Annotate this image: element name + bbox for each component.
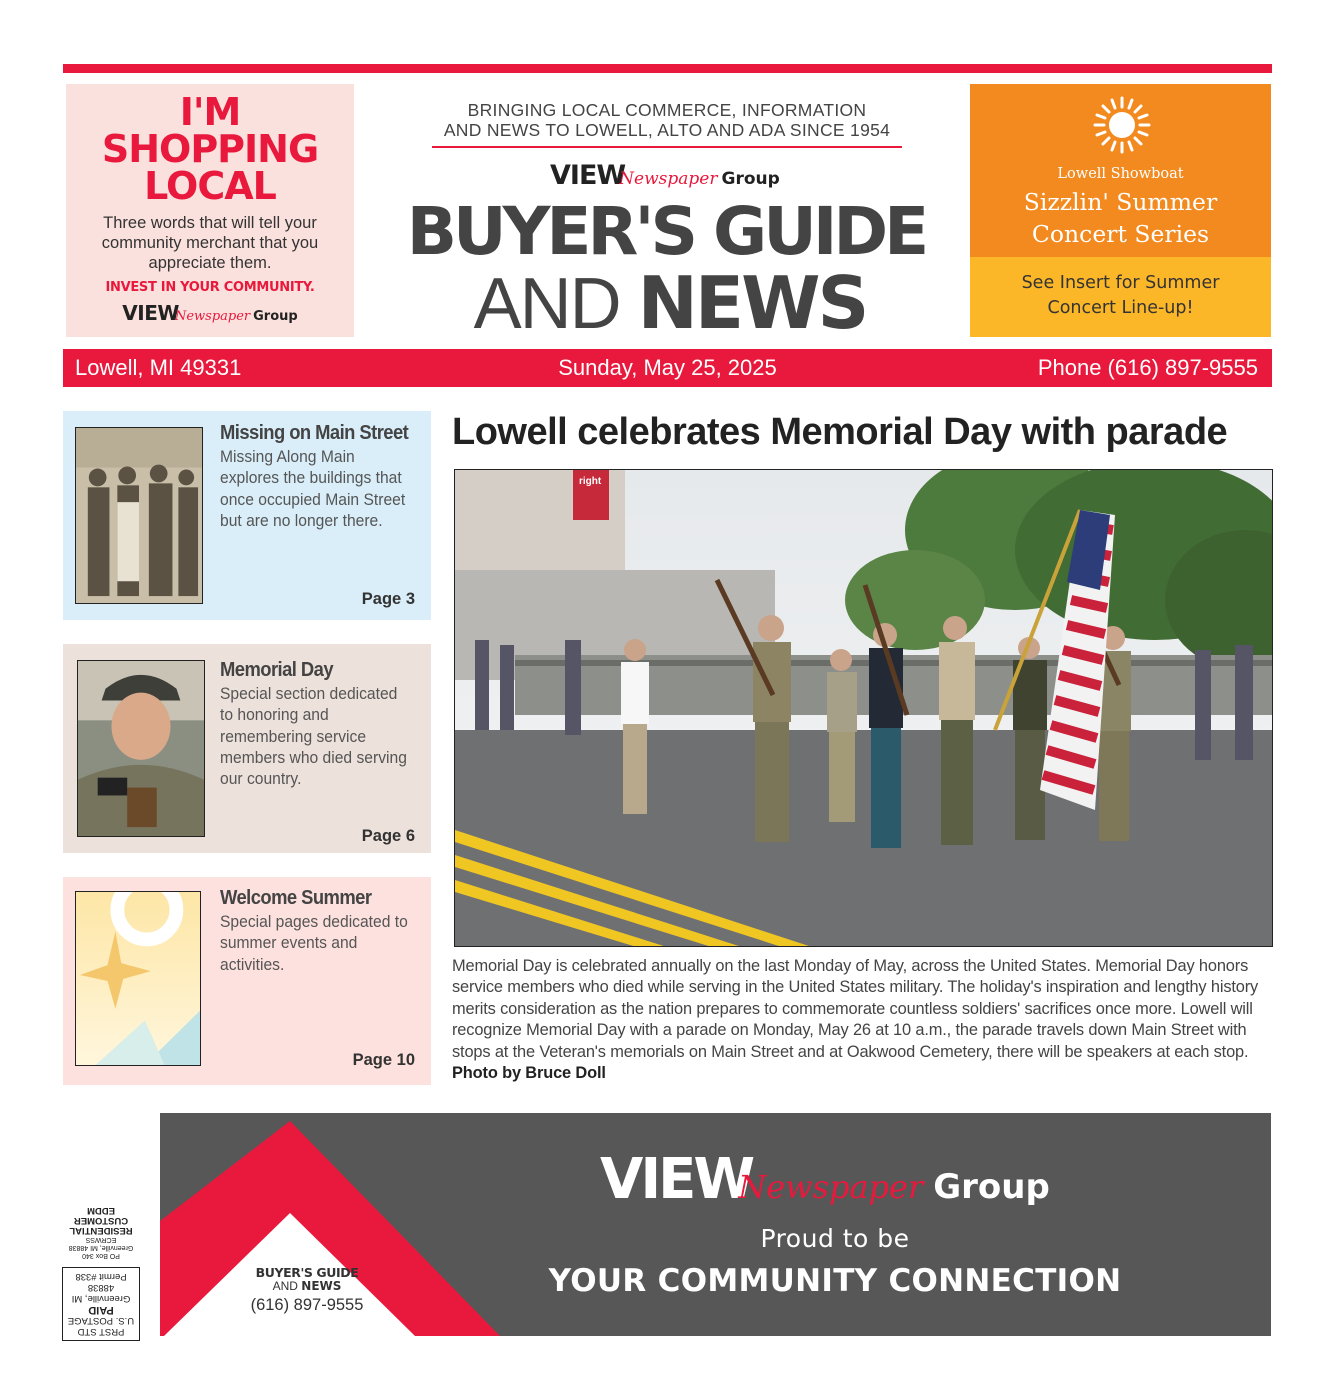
historic-photo-thumbnail	[75, 427, 203, 604]
teaser-title: Welcome Summer	[220, 887, 372, 909]
showboat-title: Sizzlin' Summer Concert Series	[1023, 188, 1218, 248]
teaser-welcome-summer[interactable]	[63, 877, 431, 1085]
view-group-logo[interactable]: VIEW Newspaper Group	[550, 160, 780, 191]
photo-caption	[452, 956, 1274, 1084]
location-text: Lowell, MI 49331	[75, 355, 242, 380]
community-banner[interactable]	[160, 1113, 1271, 1336]
masthead-tagline: BRINGING LOCAL COMMERCE, INFORMATION AND NEWS TO LOWELL, ALTO AND ADA SINCE 1954	[443, 100, 891, 140]
banner-phone: (616) 897-9555	[250, 1296, 364, 1314]
sun-icon	[1093, 96, 1151, 154]
main-headline[interactable]: Lowell celebrates Memorial Day with parade	[452, 411, 1228, 453]
postal-indicia: PRST STD U.S. POSTAGE PAID Greenville, MI 48838 Permit #338 PO Box 340 Greenville, MI 48838 ECRWSS RESIDENTIAL CUSTOMER EDDM	[62, 1205, 140, 1351]
teaser-body: Special pages dedicated to summer events and activities.	[220, 912, 408, 974]
banner-proud-text: Proud to be	[760, 1224, 910, 1253]
shop-local-promo[interactable]	[66, 84, 354, 337]
shop-local-body: Three words that will tell your community merchant that you appreciate them.	[101, 214, 319, 272]
shop-local-headline: I'M SHOPPING LOCAL	[101, 90, 319, 208]
teaser-title: Missing on Main Street	[220, 422, 409, 444]
teaser-page-link[interactable]: Page 6	[361, 827, 415, 845]
banner-buyers-guide-box: BUYER'S GUIDE AND NEWS (616) 897-9555	[222, 1265, 392, 1315]
showboat-note: See Insert for Summer Concert Line-up!	[970, 257, 1271, 337]
teaser-body: Special section dedicated to honoring and remembering service members who died serving our country.	[220, 684, 407, 789]
view-group-logo-large: VIEW Newspaper Group	[600, 1147, 1050, 1212]
issue-date: Sunday, May 25, 2025	[558, 355, 777, 380]
phone-text: Phone (616) 897-9555	[1037, 355, 1258, 380]
teaser-title: Memorial Day	[220, 659, 334, 681]
teaser-memorial-day[interactable]	[63, 644, 431, 853]
banner-connection-text: YOUR COMMUNITY CONNECTION	[548, 1263, 1122, 1299]
top-rule	[63, 64, 1272, 73]
veteran-photo-thumbnail	[77, 660, 205, 837]
teaser-missing-main-street[interactable]	[63, 411, 431, 620]
masthead-subtitle: AND NEWS	[473, 261, 867, 345]
showboat-promo[interactable]	[970, 84, 1271, 337]
tagline-divider	[432, 146, 902, 148]
postal-permit-box: PRST STD U.S. POSTAGE PAID Greenville, MI 48838 Permit #338	[62, 1267, 140, 1341]
teaser-page-link[interactable]: Page 3	[361, 590, 415, 608]
summer-starfish-thumbnail	[75, 891, 201, 1066]
caption-text: Memorial Day is celebrated annually on the last Monday of May, across the United States. Memorial Day honors service members who died while serving in the United States military. The holiday's inspiration and lengthy history merits consideration as the nation prepares to commemorate countless soldiers' sacrifices once more. Lowell will recognize Memorial Day with a parade on Monday, May 26 at 10 a.m., the parade travels down Main Street with stops at the Veteran's memorials on Main Street and at Oakwood Cemetery, there will be speakers at each stop.	[452, 957, 1259, 1061]
masthead-title: BUYER'S GUIDE	[406, 193, 926, 270]
photo-credit: Photo by Bruce Doll	[452, 1064, 606, 1083]
teaser-page-link[interactable]: Page 10	[352, 1051, 415, 1069]
view-group-logo-small: VIEW Newspaper Group	[122, 301, 298, 325]
parade-photo	[454, 469, 1273, 947]
shop-local-cta: INVEST IN YOUR COMMUNITY.	[105, 280, 315, 295]
svg-text:right: right	[579, 476, 602, 487]
info-bar	[63, 349, 1272, 387]
teaser-body: Missing Along Main explores the buildings that once occupied Main Street but are no longer there.	[220, 447, 406, 530]
parade-photo-image	[455, 470, 1273, 947]
showboat-label: Lowell Showboat	[1057, 166, 1184, 182]
showboat-promo-top	[970, 84, 1271, 257]
